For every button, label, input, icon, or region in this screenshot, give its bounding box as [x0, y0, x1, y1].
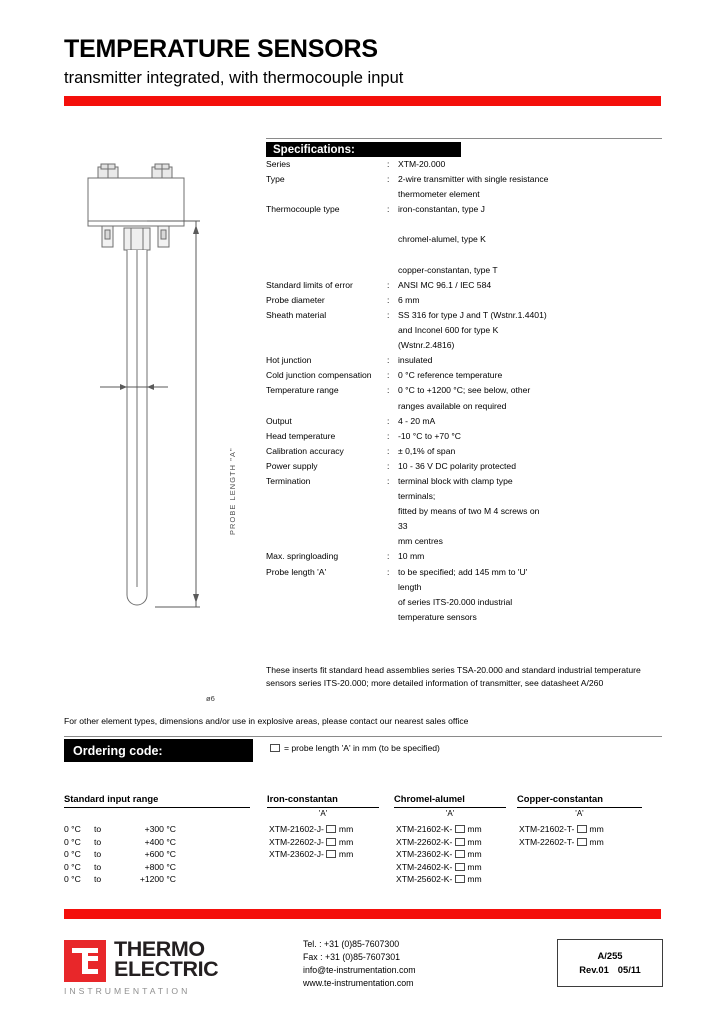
- range-upper: +600 °C: [144, 849, 176, 860]
- ordering-part-number: [519, 824, 604, 834]
- ordering-range-row: [64, 824, 176, 834]
- range-from: 0 °C: [64, 861, 81, 872]
- specifications-heading-bar: [266, 142, 461, 157]
- spec-separator: :: [387, 370, 390, 381]
- company-name: [114, 937, 219, 982]
- specifications-table: [266, 160, 662, 628]
- ordering-part-number: [396, 874, 482, 884]
- spec-value-line: ANSI MC 96.1 / IEC 584: [398, 279, 492, 290]
- probe-drawing-svg: [60, 155, 220, 635]
- spec-separator: :: [387, 309, 390, 320]
- probe-technical-drawing: [60, 155, 237, 703]
- spec-row: [266, 311, 662, 356]
- ordering-table: [64, 793, 664, 885]
- spec-value: [398, 568, 662, 628]
- ordering-code-heading: Ordering code:: [73, 743, 163, 758]
- placeholder-box-icon: [326, 850, 336, 858]
- ordering-a-marker: 'A': [318, 809, 328, 818]
- spec-value-line: 6 mm: [398, 294, 420, 305]
- ordering-range-row: [64, 862, 176, 872]
- spec-value: [398, 432, 662, 447]
- range-connector: to: [94, 824, 102, 834]
- spec-value-line: [398, 220, 662, 235]
- part-number-unit: mm: [467, 861, 482, 872]
- spec-separator: :: [387, 204, 390, 215]
- spec-separator: :: [387, 551, 390, 562]
- spec-separator: :: [387, 294, 390, 305]
- spec-value: [398, 462, 662, 477]
- spec-label: Standard limits of error: [266, 279, 353, 290]
- range-connector: to: [94, 874, 102, 885]
- ordering-a-marker: 'A': [575, 809, 584, 818]
- range-upper: +800 °C: [144, 861, 176, 872]
- document-reference-box: [557, 939, 663, 987]
- contact-line: Fax : +31 (0)85-7607301: [303, 952, 401, 963]
- spec-value-line: temperature sensors: [398, 611, 477, 622]
- spec-label: Cold junction compensation: [266, 370, 372, 381]
- part-number-unit: mm: [467, 824, 482, 834]
- contact-line: info@te-instrumentation.com: [303, 965, 416, 976]
- spec-value-line: terminals;: [398, 491, 436, 502]
- spec-value-line: (Wstnr.2.4816): [398, 340, 455, 351]
- spec-value-line: 4 - 20 mA: [398, 415, 436, 426]
- range-from: 0 °C: [64, 824, 81, 834]
- header-accent-bar: [64, 96, 661, 106]
- spec-row: [266, 552, 662, 567]
- page-title: TEMPERATURE SENSORS: [64, 35, 378, 63]
- spec-row: [266, 417, 662, 432]
- spec-value-line: 0 °C to +1200 °C; see below, other: [398, 385, 531, 396]
- spec-value-line: -10 °C to +70 °C: [398, 430, 462, 441]
- range-connector: to: [94, 861, 102, 872]
- ordering-code-heading-bar: [64, 739, 253, 762]
- ordering-header-rule: [267, 807, 379, 808]
- spec-row: [266, 281, 662, 296]
- spec-label: Temperature range: [266, 385, 339, 396]
- ordering-part-number: [519, 837, 604, 847]
- part-number-unit: mm: [467, 874, 482, 885]
- placeholder-box-icon: [455, 875, 465, 883]
- spec-row: [266, 568, 662, 628]
- spec-value-line: thermometer element: [398, 189, 480, 200]
- part-number-unit: mm: [338, 849, 354, 860]
- spec-value-line: ranges available on required: [398, 400, 507, 411]
- spec-separator: :: [387, 385, 390, 396]
- spec-label: Termination: [266, 475, 311, 486]
- range-from: 0 °C: [64, 849, 81, 860]
- placeholder-box-icon: [326, 838, 336, 846]
- range-upper: +1200 °C: [139, 874, 176, 885]
- placeholder-box-icon: [455, 863, 465, 871]
- ordering-range-row: [64, 849, 176, 859]
- spec-value-line: 33: [398, 521, 408, 532]
- document-code: A/255: [597, 949, 623, 961]
- document-revision-row: [579, 963, 641, 977]
- part-number-code: XTM-23602-J-: [269, 849, 324, 860]
- company-name-line1: THERMO: [114, 937, 205, 961]
- ordering-header-rule: [394, 807, 506, 808]
- spec-value-line: terminal block with clamp type: [398, 475, 513, 486]
- spec-label: Sheath material: [266, 309, 327, 320]
- spec-value: [398, 417, 662, 432]
- ordering-header-rule: [517, 807, 642, 808]
- range-from: 0 °C: [64, 836, 81, 847]
- ordering-range-column-header: Standard input range: [64, 793, 159, 804]
- spec-label: Thermocouple type: [266, 204, 340, 215]
- spec-separator: :: [387, 566, 390, 577]
- spec-value-line: 10 - 36 V DC polarity protected: [398, 460, 516, 471]
- range-upper: +400 °C: [144, 836, 176, 847]
- spec-row: [266, 371, 662, 386]
- placeholder-box-icon: [455, 850, 465, 858]
- spec-separator: :: [387, 445, 390, 456]
- part-number-code: XTM-22602-J-: [269, 836, 324, 847]
- spec-value-line: insulated: [398, 355, 433, 366]
- spec-row: [266, 175, 662, 205]
- ordering-range-row: [64, 874, 176, 884]
- spec-value: [398, 160, 662, 175]
- spec-value: [398, 477, 662, 552]
- spec-top-rule: [266, 138, 662, 139]
- part-number-code: XTM-23602-K-: [396, 849, 453, 860]
- part-number-unit: mm: [338, 836, 354, 847]
- ordering-part-number: [269, 837, 353, 847]
- ordering-column-header: Chromel-alumel: [394, 793, 465, 804]
- document-revision: Rev.01: [579, 964, 609, 975]
- ordering-part-number: [396, 862, 482, 872]
- ordering-part-number: [396, 849, 482, 859]
- spec-label: Series: [266, 159, 291, 169]
- part-number-code: XTM-21602-K-: [396, 824, 453, 834]
- part-number-unit: mm: [467, 849, 482, 860]
- part-number-code: XTM-25602-K-: [396, 874, 453, 885]
- spec-value-line: 10 mm: [398, 551, 425, 562]
- spec-label: Max. springloading: [266, 551, 339, 562]
- spec-separator: :: [387, 279, 390, 290]
- part-number-unit: mm: [467, 836, 482, 847]
- ordering-legend-text: = probe length 'A' in mm (to be specified): [284, 743, 440, 753]
- spec-value-line: 2-wire transmitter with single resistance: [398, 174, 549, 185]
- ordering-top-rule: [64, 736, 662, 737]
- spec-separator: :: [387, 415, 390, 426]
- document-date: 05/11: [617, 964, 641, 975]
- ordering-legend: [270, 743, 440, 753]
- spec-value: [398, 205, 662, 280]
- placeholder-box-icon: [455, 825, 465, 833]
- part-number-code: XTM-22602-K-: [396, 836, 453, 847]
- spec-value: [398, 371, 662, 386]
- spec-value-line: 0 °C reference temperature: [398, 370, 503, 381]
- ordering-part-number: [269, 849, 353, 859]
- spec-value-line: [398, 251, 662, 266]
- placeholder-box-icon: [270, 744, 280, 752]
- spec-label: Probe length 'A': [266, 566, 327, 577]
- spec-value-line: to be specified; add 145 mm to 'U': [398, 566, 528, 577]
- te-monogram-svg: [64, 940, 106, 982]
- spec-row: [266, 160, 662, 175]
- ordering-part-number: [396, 824, 482, 834]
- spec-label: Type: [266, 174, 285, 185]
- spec-row: [266, 296, 662, 311]
- company-name-line2: ELECTRIC: [114, 957, 219, 982]
- spec-separator: :: [387, 174, 390, 185]
- spec-row: [266, 447, 662, 462]
- spec-value-line: chromel-alumel, type K: [398, 234, 486, 245]
- spec-value-line: copper-constantan, type T: [398, 264, 498, 275]
- part-number-unit: mm: [589, 824, 604, 834]
- spec-label: Head temperature: [266, 430, 336, 441]
- specifications-note: These inserts fit standard head assemblies series TSA-20.000 and standard industrial temperature sensors series ITS-20.000; more detailed information of transmitter, see datasheet A/260: [266, 665, 641, 688]
- spec-value: [398, 552, 662, 567]
- spec-label: Power supply: [266, 460, 318, 471]
- spec-value-line: XTM-20.000: [398, 159, 446, 169]
- part-number-code: XTM-24602-K-: [396, 861, 453, 872]
- ordering-a-marker: 'A': [445, 809, 455, 818]
- footer-accent-bar: [64, 909, 661, 919]
- placeholder-box-icon: [455, 838, 465, 846]
- contact-line: www.te-instrumentation.com: [303, 978, 414, 989]
- spec-value-line: of series ITS-20.000 industrial: [398, 596, 513, 607]
- contact-details: [303, 938, 416, 990]
- part-number-code: XTM-21602-J-: [269, 824, 324, 834]
- spec-value-line: and Inconel 600 for type K: [398, 325, 499, 336]
- spec-value-line: fitted by means of two M 4 screws on: [398, 506, 540, 517]
- part-number-code: XTM-21602-T-: [519, 824, 575, 834]
- specifications-heading: Specifications:: [273, 143, 355, 156]
- spec-separator: :: [387, 460, 390, 471]
- spec-value-line: length: [398, 581, 422, 592]
- sales-office-note: For other element types, dimensions and/or use in explosive areas, please contact our nearest sales office: [64, 716, 469, 726]
- spec-value: [398, 175, 662, 205]
- spec-label: Calibration accuracy: [266, 445, 344, 456]
- spec-label: Hot junction: [266, 355, 312, 366]
- range-upper: +300 °C: [144, 824, 176, 834]
- spec-row: [266, 432, 662, 447]
- placeholder-box-icon: [326, 825, 336, 833]
- spec-row: [266, 462, 662, 477]
- placeholder-box-icon: [577, 825, 587, 833]
- spec-row: [266, 356, 662, 371]
- spec-value: [398, 296, 662, 311]
- spec-label: Output: [266, 415, 292, 426]
- page-subtitle: transmitter integrated, with thermocouple input: [64, 69, 404, 87]
- spec-value: [398, 311, 662, 356]
- spec-value: [398, 356, 662, 371]
- spec-separator: :: [387, 355, 390, 366]
- ordering-part-number: [269, 824, 353, 834]
- spec-row: [266, 386, 662, 416]
- spec-separator: :: [387, 159, 390, 169]
- spec-value: [398, 447, 662, 462]
- probe-diameter-label: ø6: [206, 694, 215, 703]
- spec-row: [266, 205, 662, 280]
- probe-length-label: PROBE LENGTH "A": [228, 447, 237, 535]
- company-tagline: INSTRUMENTATION: [64, 986, 191, 996]
- part-number-code: XTM-22602-T-: [519, 836, 575, 847]
- ordering-header-rule: [64, 807, 250, 808]
- spec-value-line: ± 0,1% of span: [398, 445, 456, 456]
- spec-separator: :: [387, 475, 390, 486]
- ordering-part-number: [396, 837, 482, 847]
- te-monogram-icon: [64, 940, 106, 982]
- spec-label: Probe diameter: [266, 294, 325, 305]
- spec-value-line: iron-constantan, type J: [398, 204, 485, 215]
- ordering-column-header: Iron-constantan: [267, 793, 338, 804]
- range-connector: to: [94, 836, 102, 847]
- ordering-column-header: Copper-constantan: [517, 793, 603, 804]
- spec-separator: :: [387, 430, 390, 441]
- placeholder-box-icon: [577, 838, 587, 846]
- spec-value: [398, 386, 662, 416]
- part-number-unit: mm: [338, 824, 354, 834]
- spec-value: [398, 281, 662, 296]
- ordering-range-row: [64, 837, 176, 847]
- part-number-unit: mm: [589, 836, 604, 847]
- spec-value-line: SS 316 for type J and T (Wstnr.1.4401): [398, 309, 547, 320]
- spec-row: [266, 477, 662, 552]
- range-from: 0 °C: [64, 874, 81, 885]
- spec-value-line: mm centres: [398, 536, 443, 547]
- contact-line: Tel. : +31 (0)85-7607300: [303, 939, 400, 949]
- range-connector: to: [94, 849, 102, 860]
